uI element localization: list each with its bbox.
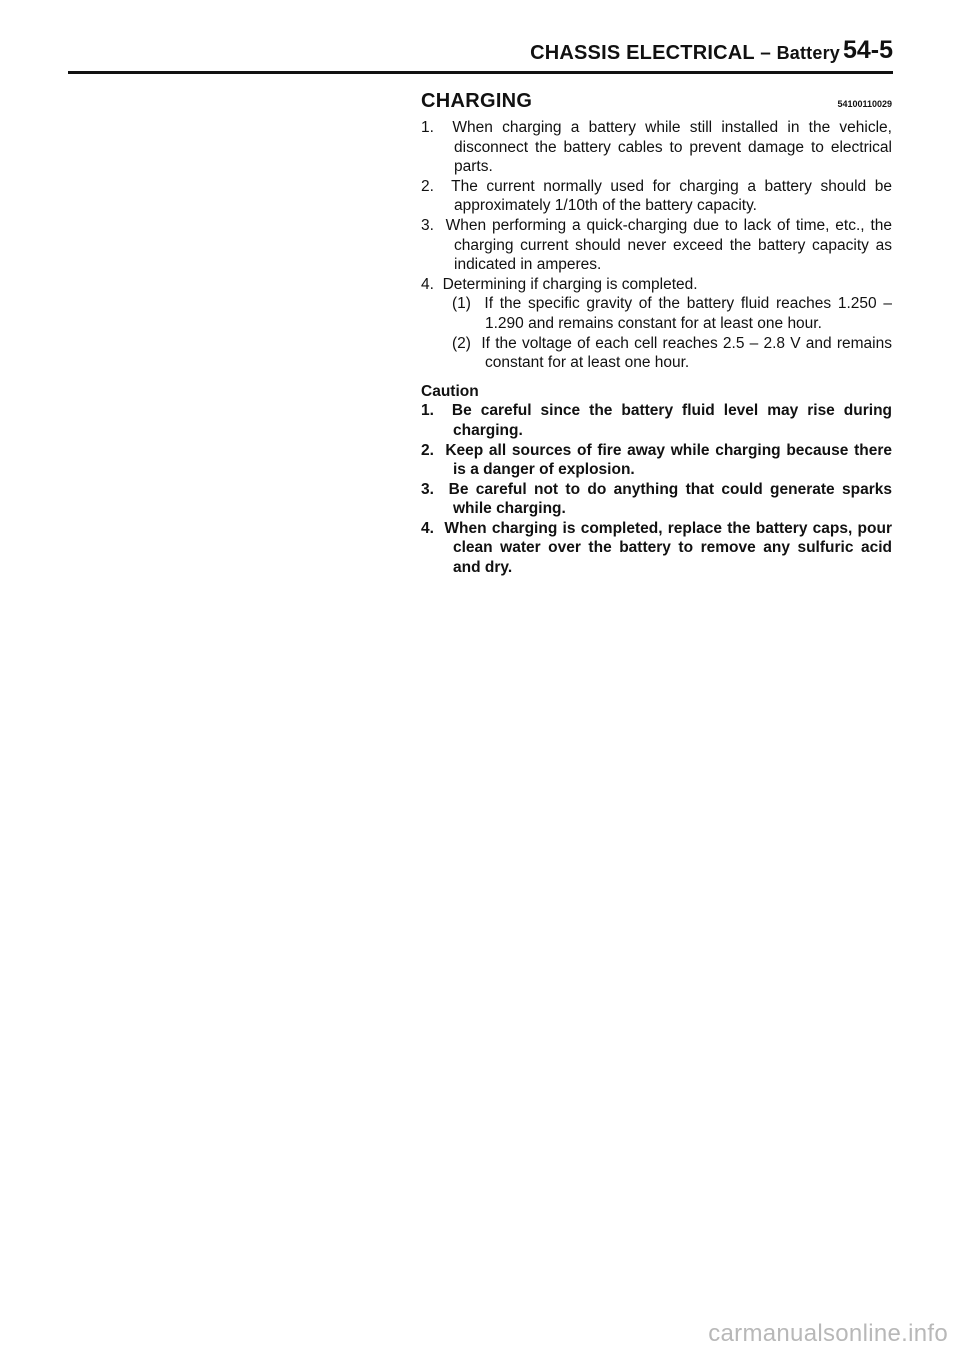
sub-list-item [452, 294, 892, 333]
item-number: 1. [421, 119, 434, 136]
caution-text: Be careful since the battery fluid level may rise during charging. [451, 402, 892, 439]
caution-item [421, 441, 892, 480]
item-number: 4. [421, 275, 434, 293]
watermark: carmanualsonline.info [708, 1320, 948, 1347]
header-title [530, 42, 840, 65]
item-number: 3. [421, 216, 434, 234]
caution-text: Be careful not to do anything that could generate sparks while charging. [448, 480, 892, 518]
sub-list [452, 294, 892, 372]
sub-item-number: (1) [452, 295, 471, 313]
list-item [421, 275, 892, 295]
caution-text: Keep all sources of fire away while charging because there is a danger of explosion. [445, 441, 892, 479]
item-text: Determining if charging is completed. [442, 275, 698, 293]
main-content [421, 90, 892, 578]
caution-item [421, 480, 892, 519]
page-number: 54-5 [842, 36, 893, 64]
header-chapter: CHASSIS ELECTRICAL [530, 42, 755, 64]
caution-number: 1. [421, 402, 434, 420]
section-code: 54100110029 [837, 99, 892, 109]
list-item [421, 216, 892, 275]
caution-number: 2. [421, 441, 434, 459]
caution-item [421, 519, 892, 578]
sub-list-item [452, 334, 892, 373]
list-item [421, 177, 892, 216]
item-text: When charging a battery while still installed in the vehicle, disconnect the battery cables to prevent damage to electrical parts. [452, 119, 892, 176]
page-header [0, 0, 960, 80]
sub-item-text: If the voltage of each cell reaches 2.5 – 2.8 V and remains constant for at least one hour. [481, 334, 892, 372]
header-section: Battery [776, 43, 840, 63]
item-number: 2. [421, 177, 434, 195]
caution-text: When charging is completed, replace the battery caps, pour clean water over the battery to remove any sulfuric acid and dry. [444, 519, 892, 577]
caution-number: 3. [421, 480, 434, 498]
sub-item-number: (2) [452, 334, 471, 352]
sub-item-text: If the specific gravity of the battery fluid reaches 1.250 – 1.290 and remains constant for at least one hour. [484, 295, 892, 332]
caution-item [421, 401, 892, 440]
header-rule [68, 71, 893, 74]
list-item [421, 118, 892, 177]
header-dash: – [760, 43, 772, 64]
item-text: The current normally used for charging a battery should be approximately 1/10th of the battery capacity. [451, 177, 893, 215]
item-text: When performing a quick-charging due to lack of time, etc., the charging current should never exceed the battery capacity as indicated in amperes. [445, 216, 892, 274]
caution-number: 4. [421, 519, 434, 537]
caution-block [421, 382, 892, 578]
section-heading [421, 90, 892, 118]
section-title: CHARGING [421, 90, 533, 112]
caution-title: Caution [421, 382, 479, 400]
